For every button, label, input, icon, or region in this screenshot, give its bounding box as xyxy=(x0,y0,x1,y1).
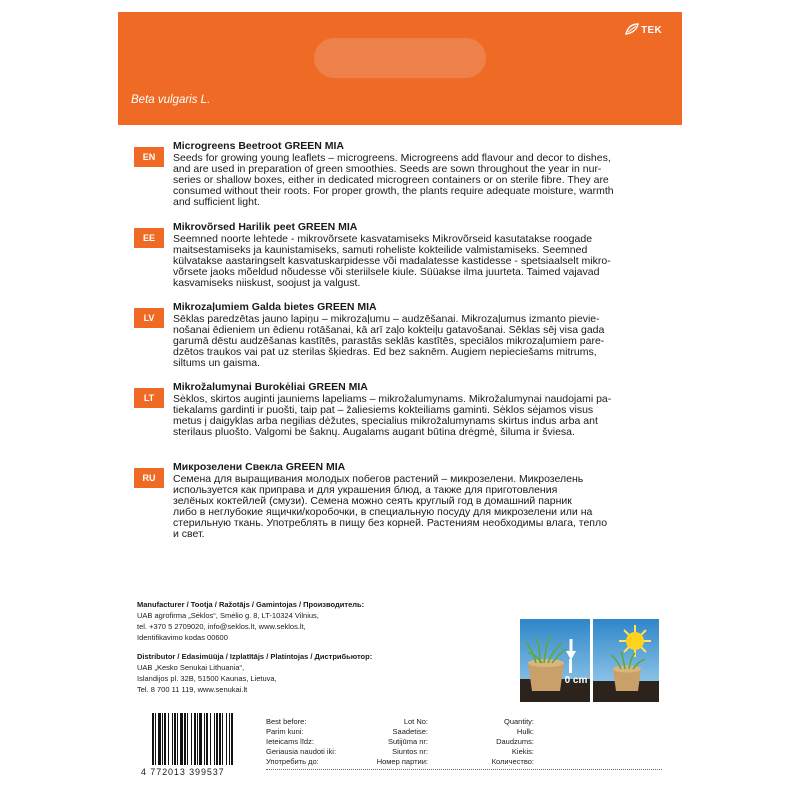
sowing-depth-label: 0 cm xyxy=(564,675,588,686)
brand-name: TEK xyxy=(641,25,662,37)
section-line: стерильную ткань. Употреблять в пищу без корней. Растениям необходимы влага, тепло xyxy=(173,518,608,529)
manufacturer-line: tel. +370 5 2709020, info@seklos.lt, www.seklos.lt, xyxy=(137,622,306,631)
brand-logo xyxy=(625,23,662,38)
section-line: siltums un gaisma. xyxy=(173,358,260,369)
section-line: and are used in preparation of green smoothies. Seeds are sown throughout the year in nur- xyxy=(173,164,602,175)
down-arrow-icon xyxy=(566,639,576,666)
section-line: Семена для выращивания молодых побегов растений – микрозелени. Микрозелень xyxy=(173,474,584,485)
seed-packet-back xyxy=(118,12,682,788)
section-title: Microgreens Beetroot GREEN MIA xyxy=(173,140,344,152)
lang-tag-lv: LV xyxy=(134,308,164,328)
section-line: maitsestamiseks ja kaunistamiseks, samuti roheliste kokteilide valmistamiseks. Seemned xyxy=(173,245,588,256)
section-line: consumed without their roots. For proper growth, the plants require adequate moisture, warmth xyxy=(173,186,614,197)
field-underline xyxy=(266,769,662,770)
section-line: Seeds for growing young leaflets – microgreens. Microgreens add flavour and decor to dishes, xyxy=(173,153,611,164)
section-title: Mikrovõrsed Harilik peet GREEN MIA xyxy=(173,221,358,233)
lot-number-label: Siuntos nr: xyxy=(392,747,428,756)
distributor-line: Islandijos pl. 32B, 51500 Kaunas, Lietuva, xyxy=(137,674,277,683)
section-line: либо в неглубокие ящички/коробочки, в специальную посуду для микрозелени или на xyxy=(173,507,593,518)
best-before-label: Parim kuni: xyxy=(266,727,304,736)
lang-tag-en: EN xyxy=(134,147,164,167)
section-line: võrsete jaoks mõeldud nõudesse või steriilsele kiule. Süüakse ilma juurteta. Taimed vajavad xyxy=(173,267,600,278)
best-before-label: Best before: xyxy=(266,717,307,726)
distributor-line: UAB „Kesko Senukai Lithuania“, xyxy=(137,663,245,672)
manufacturer-heading: Manufacturer / Tootja / Ražotājs / Gamintojas / Производитель: xyxy=(137,600,365,609)
section-line: series or shallow boxes, either in dedicated microgreen containers or on sterile fibre. They are xyxy=(173,175,609,186)
barcode-bars xyxy=(148,713,252,769)
distributor-line: Tel. 8 700 11 119, www.senukai.lt xyxy=(137,685,248,694)
section-line: metus į daigyklas arba negilias dėžutes, specialius mikrožalumynams skirtus indus arba ant xyxy=(173,416,598,427)
section-line: Sēklas paredzētas jauno lapiņu – mikrozaļumu – audzēšanai. Mikrozaļumus izmanto pievie- xyxy=(173,314,600,325)
section-line: Sėklos, skirtos auginti jauniems lapeliams – mikrožalumynams. Mikrožalumynai naudojami pa- xyxy=(173,394,612,405)
barcode-number: 4 772013 399537 xyxy=(141,767,225,777)
quantity-label: Daudzums: xyxy=(496,737,534,746)
section-line: и свет. xyxy=(173,529,205,540)
barcode xyxy=(148,713,252,769)
manufacturer-line: UAB agrofirma „Sėklos“, Smėlio g. 8, LT-10324 Vilnius, xyxy=(137,611,319,620)
hang-hole xyxy=(314,38,486,78)
sowing-depth-photo xyxy=(520,619,590,702)
section-line: garumā dēstu audzēšanas kastītēs, parastās seklās kastītēs, speciālos mikrozaļumiem pare- xyxy=(173,336,605,347)
lot-number-label: Lot No: xyxy=(403,717,428,726)
lang-tag-ee: EE xyxy=(134,228,164,248)
lot-number-label: Sutijūma nr: xyxy=(387,737,428,746)
section-line: tiekalams gardinti ir puošti, taip pat – žaliesiems kokteiliams gaminti. Sėklos sėjamos visus xyxy=(173,405,594,416)
distributor-heading: Distributor / Edasimüüja / Izplatītājs / Platintojas / Дистрибьютор: xyxy=(137,652,373,661)
lang-tag-lt: LT xyxy=(134,388,164,408)
section-line: nošanai ēdieniem un ēdienu rotāšanai, kā arī zaļo kokteiļu gatavošanai. Sēklas sēj visa gada xyxy=(173,325,605,336)
section-line: Seemned noorte lehtede - mikrovõrsete kasvatamiseks Mikrovõrseid kasutatakse roogade xyxy=(173,234,593,245)
lang-tag-ru: RU xyxy=(134,468,164,488)
quantity-label: Kiekis: xyxy=(511,747,534,756)
best-before-label: Ieteicams līdz: xyxy=(266,737,314,746)
quantity-label: Hulk: xyxy=(516,727,534,736)
section-line: kasvamiseks niiskust, soojust ja valgust. xyxy=(173,278,361,289)
quantity-label: Количество: xyxy=(491,757,534,766)
section-title: Микрозелени Свекла GREEN MIA xyxy=(173,461,346,473)
best-before-label: Употребить до: xyxy=(266,757,319,766)
section-line: and sufficient light. xyxy=(173,197,260,208)
orange-header-band xyxy=(118,12,682,125)
section-title: Mikrožalumynai Burokėliai GREEN MIA xyxy=(173,381,368,393)
manufacturer-line: Identifikavimo kodas 00600 xyxy=(137,633,228,642)
section-line: sterilaus pluošto. Valgomi be šaknų. Augalams augant būtina drėgmė, šiluma ir šviesa. xyxy=(173,427,575,438)
section-line: зелёных коктейлей (смузи). Семена можно сеять круглый год в домашний парник xyxy=(173,496,572,507)
lot-number-label: Номер партии: xyxy=(376,757,428,766)
sun-plant-photo xyxy=(593,619,659,702)
section-line: külvatakse aastaringselt kasvatuskarpidesse või madalatesse kastidesse - spetsiaalselt mikro- xyxy=(173,256,611,267)
leaf-logo-icon xyxy=(625,23,639,38)
section-title: Mikrozaļumiem Galda bietes GREEN MIA xyxy=(173,301,377,313)
best-before-label: Geriausia naudoti iki: xyxy=(266,747,337,756)
lot-number-label: Saadetise: xyxy=(392,727,428,736)
quantity-label: Quantity: xyxy=(503,717,534,726)
section-line: используется как приправа и для украшения блюд, а также для приготовления xyxy=(173,485,558,496)
section-line: dzētos traukos vai pat uz sterilas šķiedras. Ēd bez saknēm. Augiem nepieciešams mitrums, xyxy=(173,347,597,358)
latin-name: Beta vulgaris L. xyxy=(131,94,211,106)
